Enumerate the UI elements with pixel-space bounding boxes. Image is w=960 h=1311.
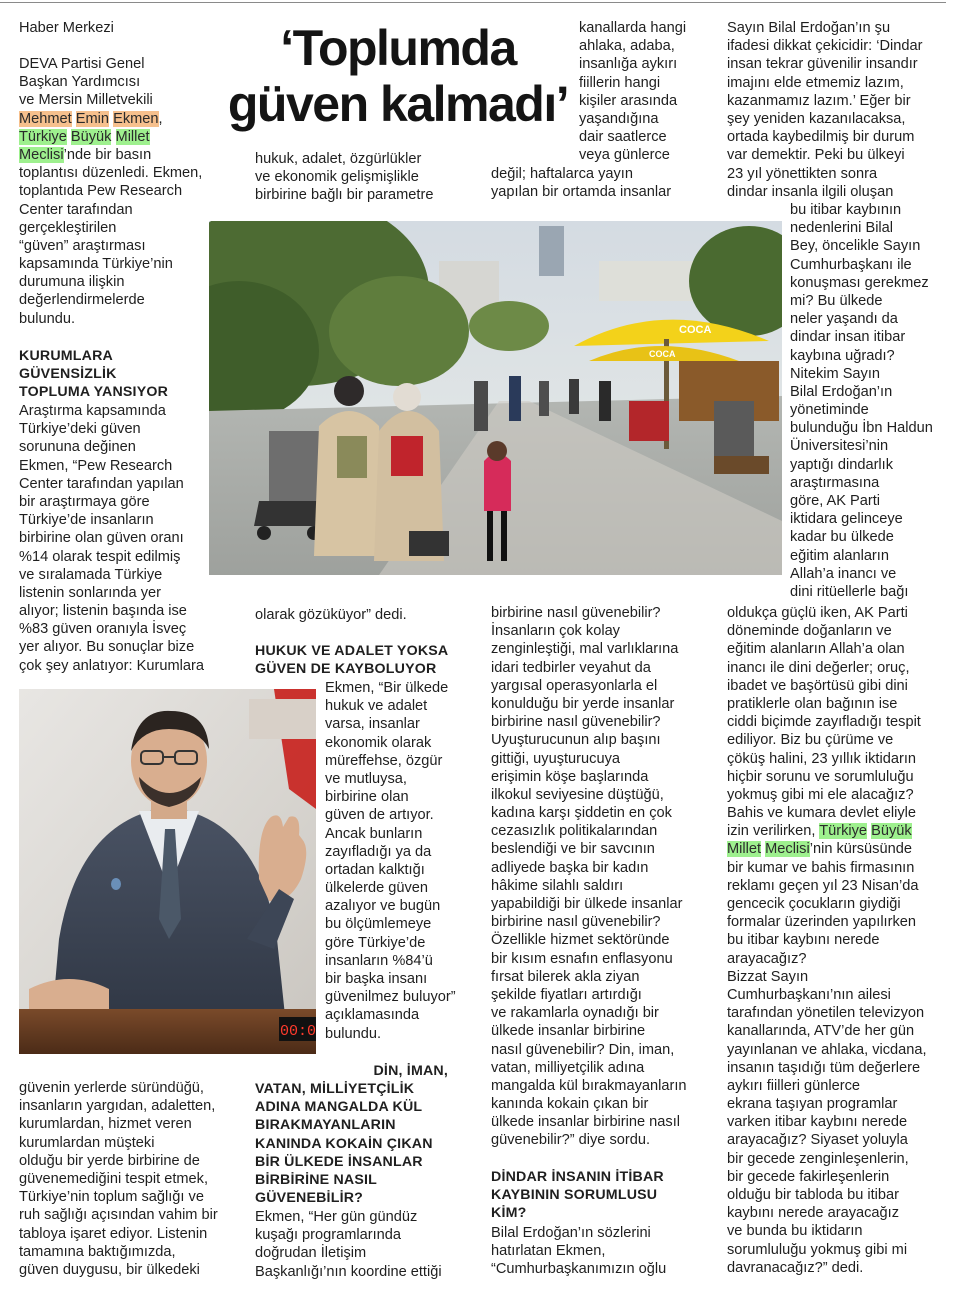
text-line: İnsanların çok kolay bbox=[491, 623, 620, 640]
text-line: veya günlerce bbox=[579, 147, 670, 164]
text-line: ve sıralamada Türkiye bbox=[19, 566, 163, 583]
umbrella-logo: COCA bbox=[649, 349, 676, 359]
heading-line: KAYBININ SORUMLUSU bbox=[491, 1187, 658, 1204]
heading-line: ADINA MANGALDA KÜL bbox=[255, 1099, 423, 1116]
text-line: nedenlerini Bilal bbox=[790, 220, 894, 237]
text-line: olarak gözüküyor” dedi. bbox=[255, 607, 407, 623]
text-line: Uyuşturucunun alıp başını bbox=[491, 732, 661, 749]
text-line: yaşandığına bbox=[579, 110, 659, 127]
text-line: olduğu bir tabloda bu itibar bbox=[727, 1187, 900, 1203]
text-line: Özellikle hizmet sektöründe bbox=[491, 932, 670, 949]
text-line: Türkiye’deki güven bbox=[19, 421, 141, 438]
text-line: ibadet ve başörtüsü gibi dini bbox=[727, 677, 908, 694]
text-line: “güven” araştırması bbox=[19, 237, 146, 254]
heading-line: GÜVENEBİLİR? bbox=[255, 1190, 364, 1207]
text-line: bir kısım esnafın enflasyonu bbox=[491, 950, 673, 967]
text-line: güvenebilir?” diye sordu. bbox=[491, 1132, 650, 1149]
highlight-name: Ekmen bbox=[113, 110, 159, 127]
text-line: fiillerin hangi bbox=[579, 74, 661, 91]
heading-line: BİR ÜLKEDE İNSANLAR bbox=[255, 1153, 423, 1170]
col2-para4 bbox=[255, 1208, 442, 1281]
text-line: çok şey anlatıyor: Kurumlara bbox=[19, 657, 204, 674]
text-line: güvenilmez buluyor” bbox=[325, 989, 456, 1006]
highlight-tbmm: Meclisi bbox=[19, 146, 64, 163]
counter-readout: 00:0 bbox=[279, 1023, 316, 1040]
text-line: ediliyor. Biz bu çürüme ve bbox=[727, 732, 894, 749]
text-line: kuşağı programlarında bbox=[255, 1227, 402, 1244]
text-line: gerçekleştirilen bbox=[19, 219, 117, 236]
heading-line: KANINDA KOKAİN ÇIKAN bbox=[255, 1135, 433, 1152]
text-line: ülkede insanlar birbirine bbox=[491, 1023, 646, 1040]
text-line: Başkan Yardımcısı bbox=[19, 74, 141, 91]
punct: , bbox=[158, 110, 163, 127]
text-line: yönetiminde bbox=[790, 402, 869, 419]
text-line: sorununa değinen bbox=[19, 439, 136, 456]
text-line: kişiler arasında bbox=[579, 92, 678, 109]
col4-narrow bbox=[790, 201, 933, 601]
text-line: yer alıyor. Bu sonuçlar bize bbox=[19, 639, 195, 656]
text-line: bir gecede fakirleşenlerin bbox=[727, 1168, 890, 1185]
text-line bbox=[19, 146, 202, 164]
text-line: erişimin köşe başlarında bbox=[491, 768, 649, 785]
text-line: ahlaka, adaba, bbox=[579, 38, 675, 55]
text-line: insanların yargıdan, adaletten, bbox=[19, 1098, 216, 1115]
text-line: ortada kaybedilmiş bir durum bbox=[727, 129, 915, 146]
highlight-tbmm: Türkiye bbox=[19, 128, 67, 145]
highlight-name: Emin bbox=[75, 110, 110, 127]
heading-line: GÜVEN DE KAYBOLUYOR bbox=[255, 661, 437, 678]
text-line: nasıl güvenebilir? Din, iman, bbox=[491, 1041, 675, 1058]
text-line: kurumlardan müşteki bbox=[19, 1134, 155, 1151]
text-line: çöküş halini, 23 yıllık iktidarın bbox=[727, 750, 916, 767]
text-line: fırsat bilerek akla ziyan bbox=[491, 968, 640, 985]
text-line: arayacağız? Siyaset yoluyla bbox=[727, 1132, 908, 1149]
col3-para5 bbox=[491, 604, 687, 1150]
text-line: ortadan kalktığı bbox=[325, 861, 425, 878]
text-line: mangalda kül bırakmayanların bbox=[491, 1077, 687, 1094]
subheading-kurumlara bbox=[19, 347, 168, 402]
text-line: müreffehse, özgür bbox=[325, 752, 443, 769]
umbrella-logo: COCA bbox=[679, 324, 712, 336]
text-line: Bey, öncelikle Sayın bbox=[790, 238, 921, 255]
subheading-dindar bbox=[491, 1168, 664, 1223]
text-line: dindar insan itibar bbox=[790, 329, 906, 346]
text-line: aykırı fiilleri günlerce bbox=[727, 1077, 861, 1094]
text-line: var demektir. Peki bu ülkeyi bbox=[727, 147, 905, 164]
text-line: araştırmasına bbox=[790, 474, 880, 491]
text-line: varken itibar kaybını nerede bbox=[727, 1114, 908, 1131]
text-line: cezasızlık politikalarından bbox=[491, 823, 658, 840]
text-line: %83 güven oranıyla İsveç bbox=[19, 621, 187, 638]
text-line: konulduğu bir yerde insanlar bbox=[491, 695, 675, 712]
text-line: hukuk, adalet, özgürlükler bbox=[255, 151, 422, 167]
text-line: ülkelerde güven bbox=[325, 880, 429, 897]
text-line: bir gecede zenginleşenlerin, bbox=[727, 1150, 909, 1167]
top-rule bbox=[0, 2, 946, 3]
text-line: Ekmen, “Pew Research bbox=[19, 457, 173, 474]
col1-intro bbox=[19, 55, 202, 328]
heading-line: BIRAKMAYANLARIN bbox=[255, 1117, 396, 1134]
text-line: güven de artıyor. bbox=[325, 807, 434, 824]
text-line bbox=[727, 822, 927, 840]
text-line: birbirine nasıl güvenebilir? bbox=[491, 914, 661, 931]
text-line: Türkiye’de insanların bbox=[19, 512, 154, 529]
text-line: vatan, milliyetçilik adına bbox=[491, 1059, 645, 1076]
col1-para2 bbox=[19, 1079, 218, 1279]
text-line: beslendiği ve bir savcının bbox=[491, 841, 655, 858]
text-line: bir araştırmaya göre bbox=[19, 493, 150, 510]
text-line: bulunduğu İbn Haldun bbox=[790, 420, 933, 437]
text-line: bulundu. bbox=[325, 1025, 381, 1042]
text-line: göre Türkiye’de bbox=[325, 934, 426, 951]
highlight-tbmm: Millet bbox=[115, 128, 150, 145]
text-line: yapılan bir ortamda insanlar bbox=[491, 184, 672, 201]
heading-line: DİNDAR İNSANIN İTİBAR bbox=[491, 1169, 664, 1185]
text-line: formalar üzerinden yapılırken bbox=[727, 914, 916, 931]
text-line: bir kumar ve bahis firmasının bbox=[727, 859, 915, 876]
text-line: Bizzat Sayın bbox=[727, 968, 809, 985]
text-line: kanallarında, ATV’de her gün bbox=[727, 1023, 915, 1040]
text-line: arayacağız? bbox=[727, 950, 807, 967]
text-line: yayınlanan ve ahlaka, vicdana, bbox=[727, 1041, 927, 1058]
text-line: hukuk ve adalet bbox=[325, 698, 428, 715]
text-line: eğitim alanların bbox=[790, 547, 889, 564]
text-line bbox=[19, 110, 202, 128]
text-line: inancı ile dini değerler; oruç, bbox=[727, 659, 910, 676]
text-line: kanında kokain çıkan bir bbox=[491, 1096, 649, 1113]
text-line: Ancak bunların bbox=[325, 825, 423, 842]
text-line: birbirine olan güven oranı bbox=[19, 530, 184, 547]
highlight-name: Mehmet bbox=[19, 110, 72, 127]
byline-text: Haber Merkezi bbox=[19, 20, 114, 36]
heading-line: GÜVENSİZLİK bbox=[19, 366, 117, 383]
text-line: azalıyor ve bugün bbox=[325, 898, 441, 915]
text-line: bu ölçümlemeye bbox=[325, 916, 432, 933]
text-line: bulundu. bbox=[19, 310, 75, 327]
text-line: reklamı geçen yıl 23 Nisan’da bbox=[727, 877, 919, 894]
text-line: Ekmen, “Bir ülkede bbox=[325, 680, 449, 696]
col4-top bbox=[727, 19, 922, 201]
text-line: doğrudan İletişim bbox=[255, 1245, 367, 1262]
text-line: kaybını nerede arayacağız bbox=[727, 1205, 899, 1222]
text-line: yokmuş gibi mi ele alacağız? bbox=[727, 786, 914, 803]
text-line: Araştırma kapsamında bbox=[19, 403, 166, 419]
text-line: ve ekonomik gelişmişlikle bbox=[255, 169, 419, 186]
text-line: birbirine olan bbox=[325, 789, 409, 806]
text-line: şekilde fiyatları artırdığı bbox=[491, 986, 642, 1003]
text-line: yaptığı dindarlık bbox=[790, 456, 894, 473]
text-line: dini ritüellerle bağı bbox=[790, 583, 909, 600]
text-line: ekrana taşıyan programlar bbox=[727, 1096, 898, 1113]
subheading-din-iman bbox=[255, 1062, 448, 1080]
text-line: değerlendirmelerde bbox=[19, 292, 145, 309]
text-line: kanallarda hangi bbox=[579, 20, 687, 36]
text-line: dair saatlerce bbox=[579, 129, 667, 146]
text-line: Başkanlığı’nın koordine ettiği bbox=[255, 1263, 442, 1280]
text-line: hâkime silahlı saldırı bbox=[491, 877, 624, 894]
text-line: hiçbir sorunu ve sorumluluğu bbox=[727, 768, 914, 785]
text-line: göre, AK Parti bbox=[790, 493, 881, 509]
text-line: olduğu bir yerde birbirine de bbox=[19, 1152, 200, 1169]
headline-line: ‘Toplumda bbox=[280, 20, 516, 76]
text-line: insanın taşıdığı tüm değerlere bbox=[727, 1059, 921, 1076]
text-line: ifadesi dikkat çekicidir: ‘Dindar bbox=[727, 38, 923, 55]
text-line: konuşması gerekmez bbox=[790, 274, 929, 291]
text-line: sorumluluğu yokmuş gibi mi bbox=[727, 1241, 908, 1258]
text-line: birbirine bağlı bir parametre bbox=[255, 187, 434, 204]
text-line: gittiği, uyuşturucuya bbox=[491, 750, 620, 767]
text-line: Üniversitesi’nin bbox=[790, 438, 889, 455]
text-line: kurumlardan, hizmet veren bbox=[19, 1116, 192, 1133]
text-line: hatırlatan Ekmen, bbox=[491, 1243, 606, 1260]
text-line: güven duygusu, bir ülkedeki bbox=[19, 1261, 200, 1278]
headline bbox=[212, 20, 584, 132]
text-line: toplantısı düzenledi. Ekmen, bbox=[19, 165, 203, 182]
text-line: ilkokul seviyesine düştüğü, bbox=[491, 786, 664, 803]
text-line: listenin sonlarında yer bbox=[19, 584, 161, 601]
text-line: ve rakamlarla oynadığı bir bbox=[491, 1005, 659, 1022]
highlight-tbmm: Meclisi bbox=[765, 841, 810, 858]
text-line: Cumhurbaşkanı’nın ailesi bbox=[727, 986, 891, 1003]
text-line: yargısal operasyonlarla el bbox=[491, 677, 658, 694]
text-line: ve bunda bu iktidarın bbox=[727, 1223, 863, 1240]
text-line: Cumhurbaşkanı ile bbox=[790, 256, 912, 273]
col2-top bbox=[255, 150, 433, 205]
col4-para7 bbox=[727, 604, 927, 1277]
text-line: insan tekrar güvenilir insandır bbox=[727, 56, 918, 73]
text-span: ’nde bir basın bbox=[63, 146, 152, 163]
text-line: Allah’a inancı ve bbox=[790, 565, 897, 582]
text-line: kaybına uğradı? bbox=[790, 347, 895, 364]
text-line: Center tarafından bbox=[19, 201, 133, 218]
text-line: tarafından yönetilen televizyon bbox=[727, 1005, 925, 1022]
text-line: alıyor; listenin başında ise bbox=[19, 603, 187, 620]
text-line: Bilal Erdoğan’ın sözlerini bbox=[491, 1225, 651, 1241]
text-line: iktidara gelinceye bbox=[790, 511, 903, 528]
text-line: neler yaşandı da bbox=[790, 311, 898, 328]
col2-after-photo bbox=[255, 606, 407, 624]
text-line: ciddi biçimde zayıfladığı tespit bbox=[727, 714, 921, 731]
text-line: dindar insanla ilgili oluşan bbox=[727, 183, 894, 200]
text-line: imajını elde etmemiz lazım, bbox=[727, 74, 904, 91]
text-line: insanlığa aykırı bbox=[579, 56, 678, 73]
text-line: ülkede insanlar birbirine nasıl bbox=[491, 1114, 681, 1131]
text-line: oldukça güçlü iken, AK Parti bbox=[727, 605, 908, 621]
text-line: döneminde doğanların ve bbox=[727, 623, 892, 640]
heading-line: VATAN, MİLLİYETÇİLİK bbox=[255, 1081, 415, 1097]
text-line: zenginleştiği, mal varlıklarına bbox=[491, 641, 679, 658]
text-line: varsa, insanlar bbox=[325, 716, 420, 733]
col3-top bbox=[579, 19, 686, 165]
col1-para1 bbox=[19, 402, 204, 675]
text-line: Sayın Bilal Erdoğan’ın şu bbox=[727, 20, 891, 36]
text-line: kadar bu ülkede bbox=[790, 529, 894, 546]
text-line: Nitekim Sayın bbox=[790, 365, 881, 382]
text-line: birbirine nasıl güvenebilir? bbox=[491, 605, 661, 621]
text-span: ’nin kürsüsünde bbox=[809, 841, 912, 858]
text-line: mi? Bu ülkede bbox=[790, 292, 883, 309]
text-line: kazanmamız lazım.’ Eğer bir bbox=[727, 92, 911, 109]
text-line: ve Mersin Milletvekili bbox=[19, 92, 153, 109]
col3-wide bbox=[491, 165, 671, 201]
highlight-tbmm: Büyük bbox=[871, 823, 912, 840]
heading-line: DİN, İMAN, bbox=[373, 1063, 448, 1079]
headline-line: güven kalmadı’ bbox=[227, 76, 569, 132]
text-line: davranacağız?” dedi. bbox=[727, 1259, 864, 1276]
text-line: birbirine nasıl güvenebilir? bbox=[491, 714, 661, 731]
text-span: izin verilirken, bbox=[727, 823, 820, 840]
subheading-hukuk bbox=[255, 642, 448, 678]
text-line: zayıfladığı ya da bbox=[325, 843, 432, 860]
text-line: idari tedbirler veyahut da bbox=[491, 659, 651, 676]
text-line: kadına karşı şiddetin en çok bbox=[491, 805, 672, 822]
text-line: adliyede başka bir kadın bbox=[491, 859, 649, 876]
text-line: değil; haftalarca yayın bbox=[491, 166, 633, 182]
text-line: toplantıda Pew Research bbox=[19, 183, 183, 200]
text-line: 23 yıl yönettikten sonra bbox=[727, 165, 878, 182]
heading-line: KİM? bbox=[491, 1205, 527, 1222]
text-line: insanların %84’ü bbox=[325, 952, 433, 969]
text-line: ve mutluysa, bbox=[325, 770, 407, 787]
text-line: Bilal Erdoğan’ın bbox=[790, 383, 893, 400]
text-line: açıklamasında bbox=[325, 1007, 420, 1024]
text-line: ekonomik olarak bbox=[325, 734, 432, 751]
subheading-din-iman-cont bbox=[255, 1080, 433, 1207]
text-line: yapabildiği bir ülkede insanlar bbox=[491, 896, 683, 912]
text-line: eğitim alanların Allah’a olan bbox=[727, 641, 905, 658]
text-line: %14 olarak tespit edilmiş bbox=[19, 548, 181, 565]
text-line: güvenemediğini tespit etmek, bbox=[19, 1170, 209, 1187]
text-line: DEVA Partisi Genel bbox=[19, 56, 145, 72]
street-photo bbox=[209, 221, 782, 575]
text-line: gencecik çocukların giydiği bbox=[727, 896, 901, 912]
text-line: bir başka insanı bbox=[325, 971, 428, 987]
text-line: kapsamında Türkiye’nin bbox=[19, 256, 173, 273]
text-line: şey yeniden kazanılacaksa, bbox=[727, 110, 906, 127]
text-line: pratiklerle olan bağının ise bbox=[727, 695, 898, 712]
heading-line: HUKUK VE ADALET YOKSA bbox=[255, 643, 449, 659]
text-line: Ekmen, “Her gün gündüz bbox=[255, 1209, 418, 1225]
col2-para3 bbox=[325, 679, 456, 1043]
byline bbox=[19, 19, 114, 37]
highlight-tbmm: Büyük bbox=[70, 128, 112, 145]
text-line: bu itibar kaybını nerede bbox=[727, 932, 880, 949]
text-line: durumuna ilişkin bbox=[19, 274, 125, 291]
text-line bbox=[727, 840, 927, 858]
heading-line: TOPLUMA YANSIYOR bbox=[19, 384, 169, 401]
highlight-tbmm: Türkiye bbox=[819, 823, 868, 840]
text-line: ruh sağlığı açısından vahim bir bbox=[19, 1207, 218, 1224]
text-line: Türkiye’nin toplum sağlığı ve bbox=[19, 1189, 204, 1206]
portrait-photo bbox=[19, 689, 316, 1054]
heading-line: KURUMLARA bbox=[19, 348, 114, 364]
highlight-tbmm: Millet bbox=[727, 841, 762, 858]
text-line: bu itibar kaybının bbox=[790, 202, 902, 218]
text-line: güvenin yerlerde süründüğü, bbox=[19, 1080, 204, 1096]
text-line: Center tarafından yapılan bbox=[19, 475, 184, 492]
text-line bbox=[19, 128, 202, 146]
col3-para6 bbox=[491, 1224, 666, 1279]
text-line: tabloya işaret ediyor. Listenin bbox=[19, 1225, 208, 1242]
heading-line: BİRBİRİNE NASIL bbox=[255, 1171, 378, 1188]
text-line: tamamına baktığımızda, bbox=[19, 1243, 176, 1260]
text-line: “Cumhurbaşkanımızın oğlu bbox=[491, 1261, 667, 1278]
text-line: Bahis ve kumara devlet eliyle bbox=[727, 805, 916, 822]
